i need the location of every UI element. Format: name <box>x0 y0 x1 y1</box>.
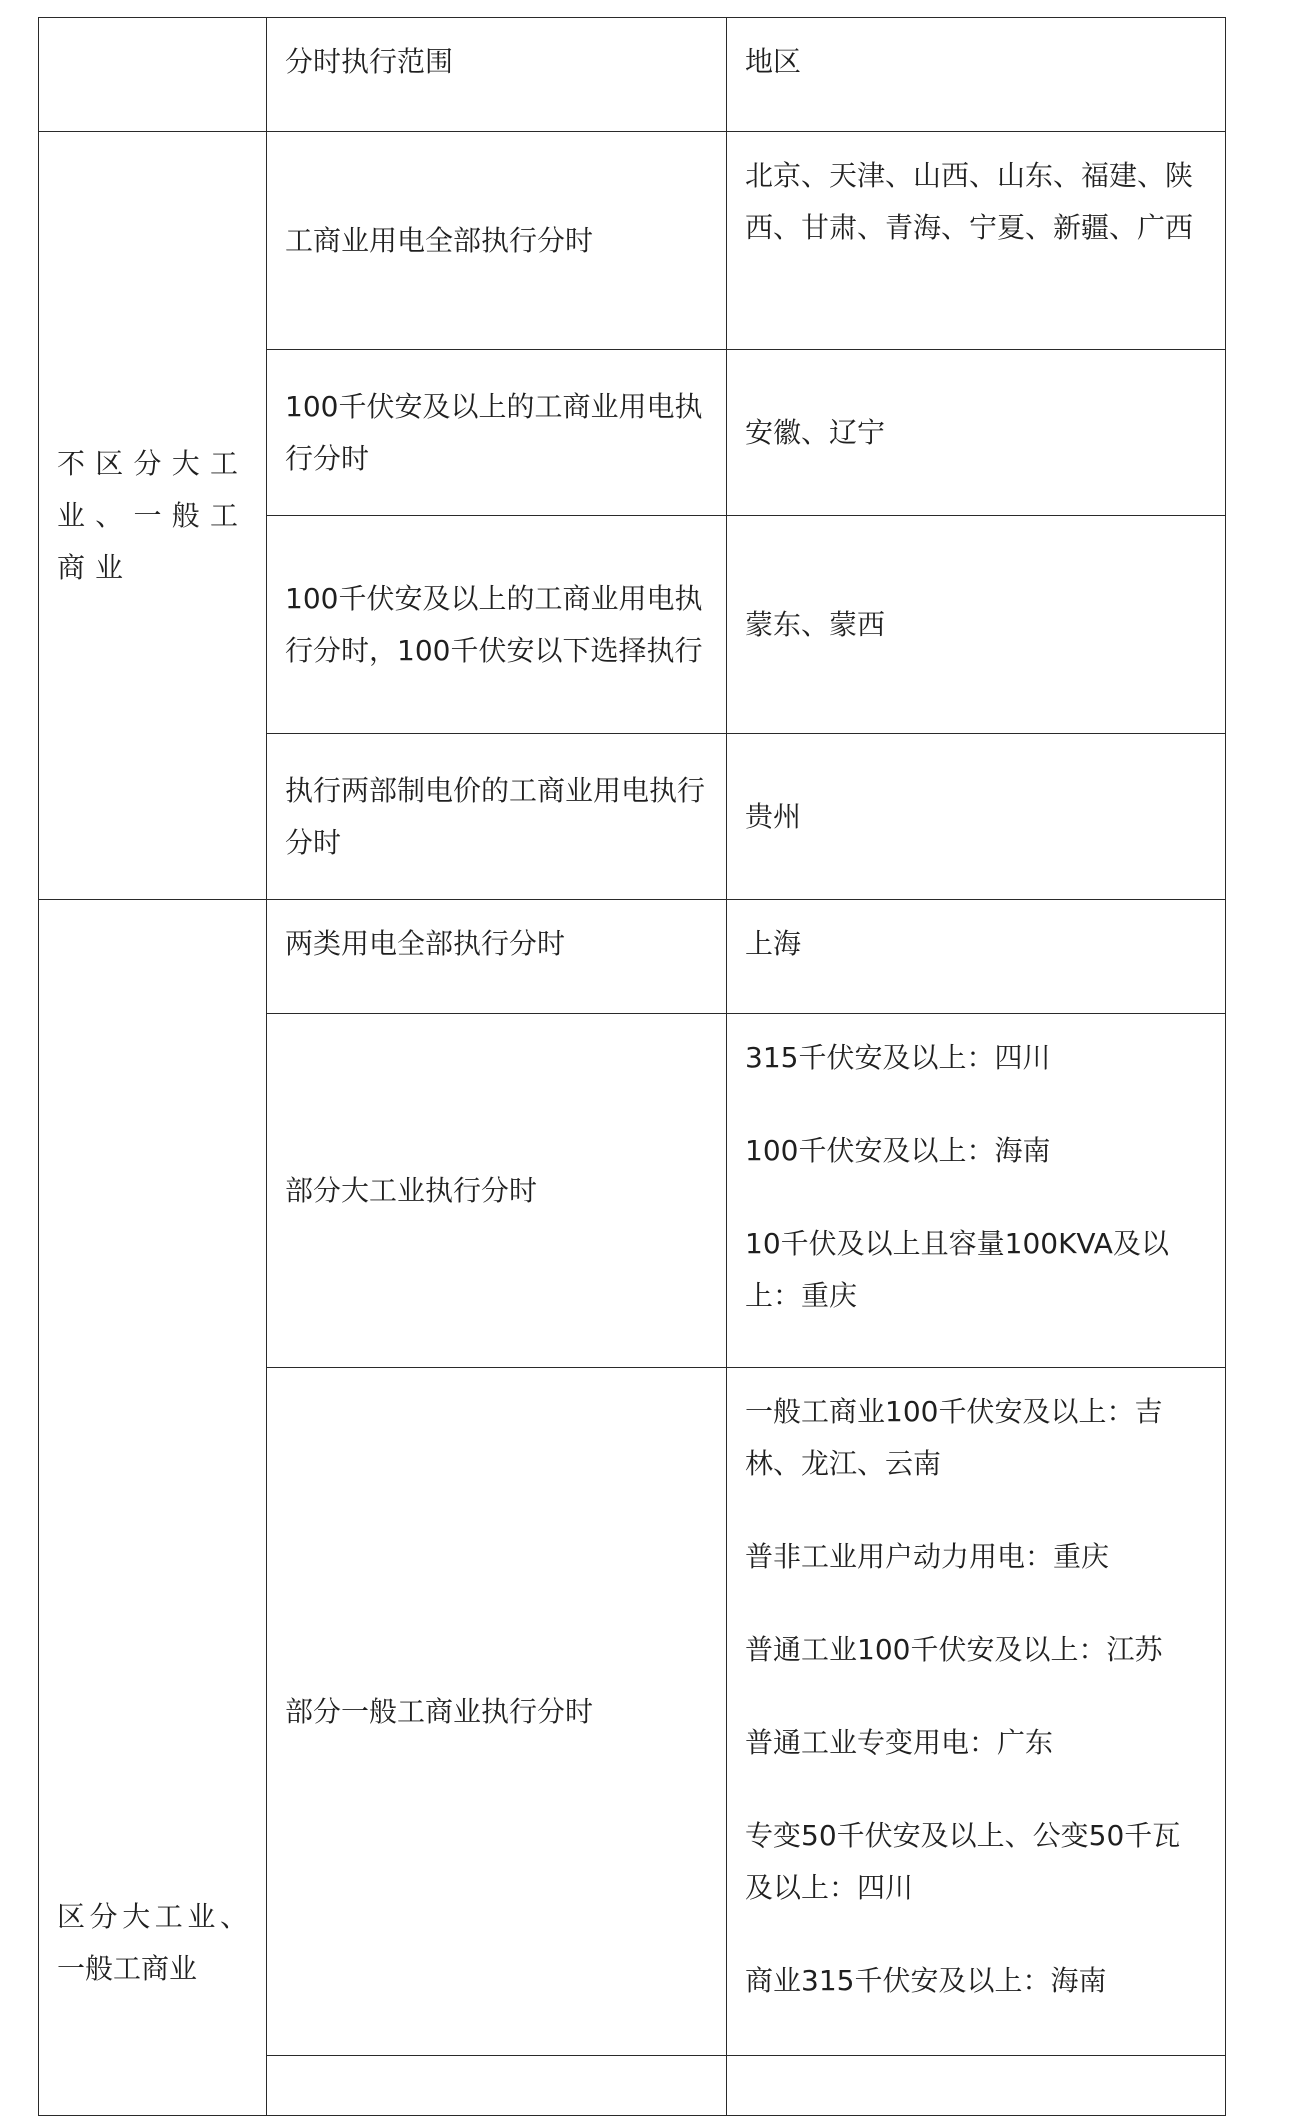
region-entry: 商业315千伏安及以上：海南 <box>745 1964 1107 1997</box>
region-entry: 普非工业用户动力用电：重庆 <box>745 1540 1110 1573</box>
category-cell-distinction <box>39 900 267 2116</box>
scope-cell: 执行两部制电价的工商业用电执行分时 <box>267 734 727 900</box>
table-row <box>39 132 1226 350</box>
region-entry: 一般工商业100千伏安及以上：吉林、龙江、云南 <box>745 1395 1163 1480</box>
header-row <box>39 18 1226 132</box>
region-entry: 普通工业100千伏安及以上：江苏 <box>745 1633 1163 1666</box>
region-cell: 北京、天津、山西、山东、福建、陕西、甘肃、青海、宁夏、新疆、广西 <box>727 132 1226 350</box>
header-region-cell: 地区 <box>727 18 1226 132</box>
region-cell: 安徽、辽宁 <box>727 350 1226 516</box>
region-entry: 普通工业专变用电：广东 <box>745 1726 1054 1759</box>
header-scope-cell: 分时执行范围 <box>267 18 727 132</box>
region-cell <box>727 1368 1226 2056</box>
scope-cell: 部分大工业执行分时 <box>267 1014 727 1368</box>
time-of-use-policy-table <box>38 17 1226 2116</box>
region-cell: 上海 <box>727 900 1226 1014</box>
region-cell: 贵州 <box>727 734 1226 900</box>
region-cell: 蒙东、蒙西 <box>727 516 1226 734</box>
region-cell <box>727 1014 1226 1368</box>
scope-cell <box>267 2056 727 2116</box>
category-label: 区分大工业、一般工商业 <box>57 1900 248 1985</box>
scope-cell: 100千伏安及以上的工商业用电执行分时 <box>267 350 727 516</box>
region-entry: 10千伏及以上且容量100KVA及以上：重庆 <box>745 1227 1169 1312</box>
table-row <box>39 900 1226 1014</box>
scope-cell: 两类用电全部执行分时 <box>267 900 727 1014</box>
category-cell-no-distinction <box>39 132 267 900</box>
header-category-cell <box>39 18 267 132</box>
scope-cell: 部分一般工商业执行分时 <box>267 1368 727 2056</box>
scope-cell: 100千伏安及以上的工商业用电执行分时，100千伏安以下选择执行 <box>267 516 727 734</box>
region-entry: 100千伏安及以上：海南 <box>745 1134 1051 1167</box>
region-cell <box>727 2056 1226 2116</box>
category-label: 不区分大工业、一般工商业 <box>57 446 248 584</box>
region-entry: 专变50千伏安及以上、公变50千瓦及以上：四川 <box>745 1819 1181 1904</box>
region-entry: 315千伏安及以上：四川 <box>745 1041 1051 1074</box>
scope-cell: 工商业用电全部执行分时 <box>267 132 727 350</box>
